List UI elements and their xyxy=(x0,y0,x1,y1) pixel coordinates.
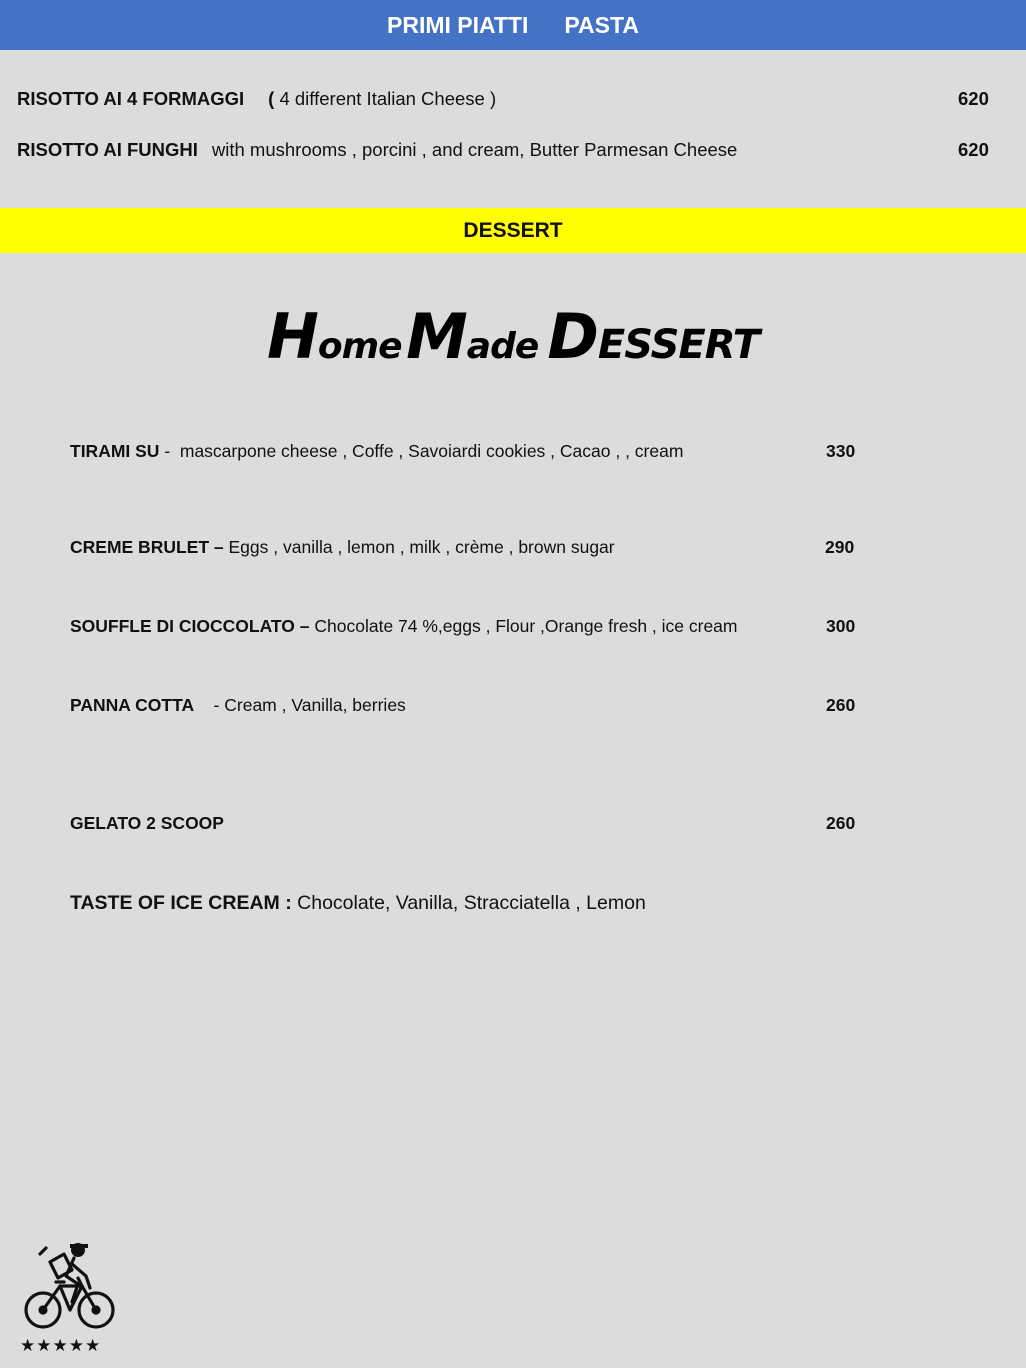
item-desc: Chocolate 74 %,eggs , Flour ,Orange fresh , ice cream xyxy=(314,616,738,636)
item-price: 620 xyxy=(958,139,989,160)
menu-item: RISOTTO AI 4 FORMAGGI ( 4 different Italian Cheese ) xyxy=(17,88,497,109)
ice-cream-flavor-list: Chocolate, Vanilla, Stracciatella , Lemon xyxy=(297,892,646,914)
item-price: 260 xyxy=(826,695,856,715)
item-name: PANNA COTTA xyxy=(70,695,195,715)
item-price: 260 xyxy=(826,813,856,833)
section-header-primi-piatti xyxy=(0,0,1026,50)
item-desc: 4 different Italian Cheese ) xyxy=(274,88,497,109)
dessert-band-label: DESSERT xyxy=(463,218,563,242)
item-desc: with mushrooms , porcini , and cream, Butter Parmesan Cheese xyxy=(211,139,738,160)
menu-item xyxy=(17,139,737,161)
item-name: RISOTTO AI FUNGHI xyxy=(17,139,198,160)
section-header-dessert xyxy=(0,208,1026,253)
menu-item: TIRAMI SU - mascarpone cheese , Coffe , Savoiardi cookies , Cacao , , cream xyxy=(70,441,684,461)
item-desc: mascarpone cheese , Coffe , Savoiardi cookies , Cacao , , cream xyxy=(179,441,684,461)
ice-cream-flavors xyxy=(70,892,646,915)
menu-item xyxy=(70,537,615,558)
item-price: 330 xyxy=(826,441,856,461)
item-price: 300 xyxy=(826,616,856,636)
delivery-logo xyxy=(20,1240,124,1355)
dessert-title: Home Made DESSERT xyxy=(266,300,760,373)
item-price: 290 xyxy=(825,537,855,557)
rating-stars: ★★★★★ xyxy=(20,1336,102,1355)
menu-item xyxy=(70,616,738,637)
item-name: CREME BRULET – xyxy=(70,537,224,557)
header-right-label: PASTA xyxy=(564,11,639,38)
item-name: TIRAMI SU xyxy=(70,441,160,461)
item-name: GELATO 2 SCOOP xyxy=(70,813,224,833)
item-name: RISOTTO AI 4 FORMAGGI xyxy=(17,88,245,109)
menu-item xyxy=(70,813,224,834)
delivery-cyclist-icon xyxy=(20,1240,124,1332)
item-desc: Cream , Vanilla, berries xyxy=(224,695,406,715)
item-desc: Eggs , vanilla , lemon , milk , crème , brown sugar xyxy=(228,537,615,557)
menu-item: PANNA COTTA - Cream , Vanilla, berries xyxy=(70,695,406,715)
ice-cream-label: TASTE OF ICE CREAM : xyxy=(70,892,292,914)
header-left-label: PRIMI PIATTI xyxy=(387,11,529,38)
item-price: 620 xyxy=(958,88,989,109)
item-name: SOUFFLE DI CIOCCOLATO – xyxy=(70,616,310,636)
